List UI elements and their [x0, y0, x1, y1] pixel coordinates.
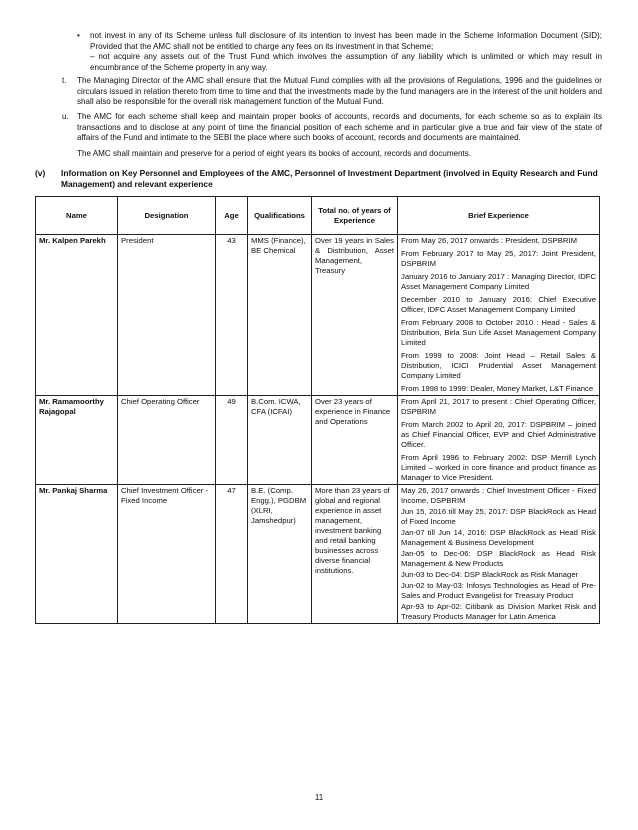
key-personnel-table	[35, 196, 600, 624]
experience-entry: January 2016 to January 2017 : Managing Director, IDFC Asset Management Company Limited	[401, 272, 596, 291]
section-heading	[35, 168, 605, 190]
experience-entry: From April 21, 2017 to present : Chief Operating Officer, DSPBRIM	[401, 397, 596, 416]
experience-entry: Jan-07 till Jun 14, 2016: DSP BlackRock as Head Risk Management & Business Development	[401, 528, 596, 547]
header-designation: Designation	[118, 197, 216, 235]
bullet-dot-icon: •	[77, 31, 80, 40]
experience-entry: Jun-03 to Dec-04: DSP BlackRock as Risk Manager	[401, 570, 579, 579]
experience-entry: Jun-02 to May-03: Infosys Technologies as Head of Pre-Sales and Product Evangelist for Treasury Product	[401, 581, 596, 600]
cell-age: 49	[216, 396, 248, 485]
cell-qualifications: B.E. (Comp. Engg.), PGDBM (XLRI, Jamshedpur)	[248, 485, 312, 624]
experience-entry: Jun 15, 2016 till May 25, 2017: DSP BlackRock as Head of Fixed Income	[401, 507, 596, 526]
cell-brief-experience	[398, 235, 600, 396]
cell-name: Mr. Pankaj Sharma	[36, 485, 118, 624]
table-row	[36, 235, 600, 396]
experience-entry: Apr-93 to Apr-02: Citibank as Division Market Risk and Treasury Products Manager for Latin America	[401, 602, 596, 621]
page-number: 11	[314, 793, 324, 802]
experience-entry: From February 2017 to May 25, 2017: Joint President, DSPBRIM	[401, 249, 596, 268]
cell-total-experience: Over 19 years in Sales & Distribution, Asset Management, Treasury	[312, 235, 398, 396]
list-marker: u.	[62, 112, 69, 121]
experience-entry: December 2010 to January 2016: Chief Executive Officer, IDFC Asset Management Company Limited	[401, 295, 596, 314]
cell-name: Mr. Ramamoorthy Rajagopal	[36, 396, 118, 485]
header-brief-experience: Brief Experience	[398, 197, 600, 235]
bullet-item	[77, 31, 602, 52]
experience-entry: From March 2002 to April 20, 2017: DSPBRIM – joined as Chief Financial Officer, EVP and Chief Administrative Officer.	[401, 420, 596, 449]
cell-brief-experience	[398, 396, 600, 485]
cell-designation: President	[118, 235, 216, 396]
header-name: Name	[36, 197, 118, 235]
table-row	[36, 396, 600, 485]
section-marker: (v)	[35, 168, 46, 178]
closing-paragraph: The AMC shall maintain and preserve for a period of eight years its books of account, records and documents.	[77, 149, 472, 158]
cell-designation: Chief Operating Officer	[118, 396, 216, 485]
cell-brief-experience	[398, 485, 600, 624]
bullet-text: not invest in any of its Scheme unless full disclosure of its intention to invest has been made in the Scheme Information Document (SID); Provided that the AMC shall not be entitled to charge any fees on its investment in that Scheme;	[90, 31, 602, 51]
header-qualifications: Qualifications	[248, 197, 312, 235]
cell-qualifications: MMS (Finance), BE Chemical	[248, 235, 312, 396]
bullet-list	[77, 31, 602, 73]
experience-entry: From February 2008 to October 2010 : Head - Sales & Distribution, Birla Sun Life Asset Management Company Limited	[401, 318, 596, 347]
cell-designation: Chief Investment Officer - Fixed Income	[118, 485, 216, 624]
bullet-continuation: – not acquire any assets out of the Trust Fund which involves the assumption of any liability which is unlimited or which may result in encumbrance of the Scheme property in any way.	[90, 52, 602, 72]
cell-age: 47	[216, 485, 248, 624]
experience-entry: From May 26, 2017 onwards : President, DSPBRIM	[401, 236, 578, 245]
experience-entry: From 1999 to 2008: Joint Head – Retail Sales & Distribution, ICICI Prudential Asset Management Company Limited	[401, 351, 596, 380]
header-total-experience: Total no. of years of Experience	[312, 197, 398, 235]
cell-total-experience: Over 23 years of experience in Finance and Operations	[312, 396, 398, 485]
cell-qualifications: B.Com. ICWA, CFA (ICFAI)	[248, 396, 312, 485]
section-heading-text: Information on Key Personnel and Employees of the AMC, Personnel of Investment Department (involved in Equity Research and Fund Management) and relevant experience	[61, 168, 598, 189]
experience-entry: From 1998 to 1999: Dealer, Money Market, L&T Finance	[401, 384, 594, 393]
list-marker: t.	[62, 76, 67, 85]
table-row	[36, 485, 600, 624]
cell-name: Mr. Kalpen Parekh	[36, 235, 118, 396]
experience-entry: May 26, 2017 onwards : Chief Investment Officer - Fixed Income, DSPBRIM	[401, 486, 596, 505]
list-text: The Managing Director of the AMC shall ensure that the Mutual Fund complies with all the provisions of Regulations, 1996 and the guidelines or circulars issued in relation thereto from time to time and that the investments made by the fund managers are in the interest of the unit holders and shall also be responsible for the overall risk management function of the Mutual Fund.	[77, 76, 602, 107]
list-text: The AMC for each scheme shall keep and maintain proper books of accounts, records and documents, for each scheme so as to explain its transactions and to disclose at any point of time the financial position of each scheme and in particular give a true and fair view of the state of affairs of the Fund and intimate to the SEBI the place where such books of account, records and documents are maintained.	[77, 112, 602, 143]
header-age: Age	[216, 197, 248, 235]
table-header-row	[36, 197, 600, 235]
list-item-t	[62, 76, 602, 108]
cell-age: 43	[216, 235, 248, 396]
experience-entry: Jan-05 to Dec-06: DSP BlackRock as Head Risk Management & New Products	[401, 549, 596, 568]
experience-entry: From April 1996 to February 2002: DSP Merrill Lynch Limited – worked in core finance and product finance as Manager to Vice President.	[401, 453, 596, 482]
list-item-u	[62, 112, 602, 144]
cell-total-experience: More than 23 years of global and regional experience in asset management, investment banking and retail banking businesses across diverse financial institutions.	[312, 485, 398, 624]
